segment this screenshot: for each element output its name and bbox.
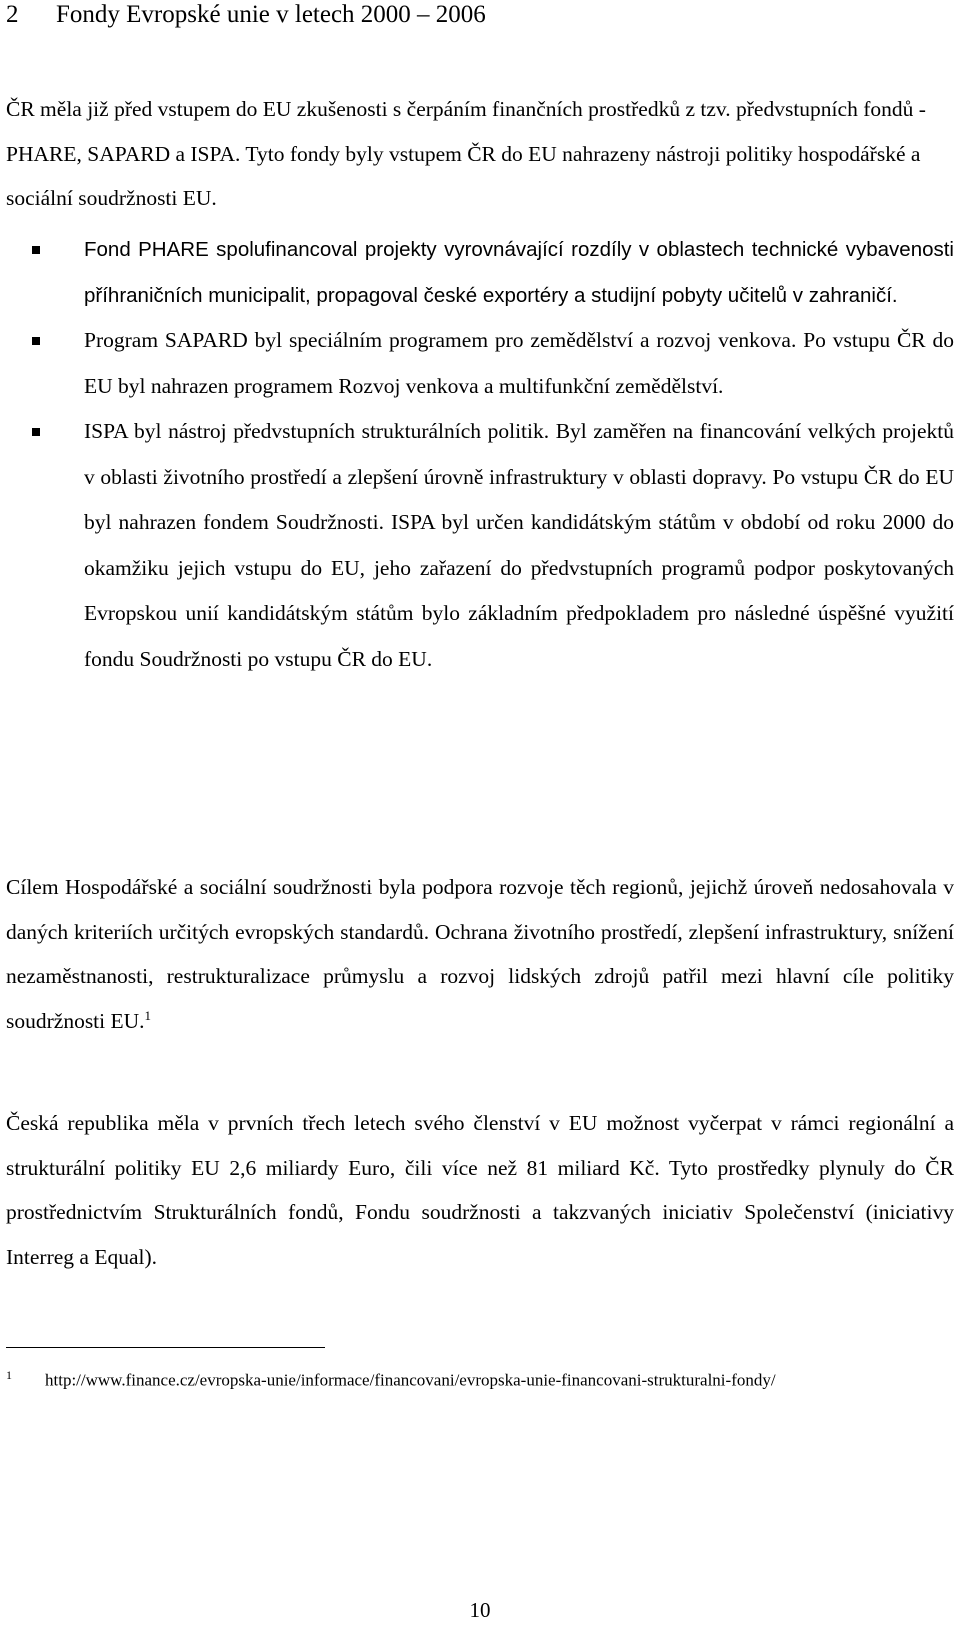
square-bullet-icon: [32, 428, 40, 436]
section-number: 2: [6, 1, 19, 28]
czech-republic-paragraph: Česká republika měla v prvních třech letech svého členství v EU možnost vyčerpat v rámci regionální a strukturální politiky EU 2,6 miliardy Euro, čili více než 81 miliard Kč. Tyto prostředky plynuly do ČR prostřednictvím Strukturálních fondů, Fondu soudržnosti a takzvaných iniciativ Společenství (iniciativy Interreg a Equal).: [6, 1111, 954, 1269]
section-heading: [6, 0, 486, 30]
footnote-reference[interactable]: 1: [144, 1007, 152, 1023]
square-bullet-icon: [32, 246, 40, 254]
list-item-text: Program SAPARD byl speciálním programem pro zemědělství a rozvoj venkova. Po vstupu ČR do EU byl nahrazen programem Rozvoj venkova a multifunkční zemědělství.: [84, 328, 954, 398]
footnote-link[interactable]: http://www.finance.cz/evropska-unie/informace/financovani/evropska-unie-financovani-strukturalni-fondy/: [45, 1370, 776, 1390]
page-number: 10: [469, 1598, 491, 1622]
list-item-phare: [84, 227, 954, 318]
list-item-ispa: [84, 409, 954, 682]
list-item-sapard: [84, 318, 954, 409]
footnote: [6, 1363, 946, 1393]
list-item-text: ISPA byl nástroj předvstupních strukturálních politik. Byl zaměřen na financování velkých projektů v oblasti životního prostředí a zlepšení úrovně infrastruktury v oblasti dopravy. Po vstupu ČR do EU byl nahrazen fondem Soudržnosti. ISPA byl určen kandidátským státům v období od roku 2000 do okamžiku jejich vstupu do EU, jeho zařazení do předvstupních programů podpor poskytovaných Evropskou unií kandidátským státům bylo základním předpokladem pro následné úspěšné využití fondu Soudržnosti po vstupu ČR do EU.: [84, 419, 954, 671]
square-bullet-icon: [32, 337, 40, 345]
footnote-number: 1: [6, 1368, 12, 1382]
list-item-text: Fond PHARE spolufinancoval projekty vyrovnávající rozdíly v oblastech technické vybavenosti příhraničních municipalit, propagoval české exportéry a studijní pobyty učitelů v zahraničí.: [84, 238, 954, 307]
footnote-divider: [6, 1347, 325, 1348]
section-title: Fondy Evropské unie v letech 2000 – 2006: [56, 1, 486, 28]
fund-list: [84, 227, 954, 682]
cohesion-text: Cílem Hospodářské a sociální soudržnosti byla podpora rozvoje těch regionů, jejichž úroveň nedosahovala v daných kriteriích určitých evropských standardů. Ochrana životního prostředí, zlepšení infrastruktury, snížení nezaměstnanosti, restrukturalizace průmyslu a rozvoj lidských zdrojů patřil mezi hlavní cíle politiky soudržnosti EU.: [6, 875, 954, 1033]
cohesion-paragraph: [6, 865, 954, 1043]
intro-paragraph: ČR měla již před vstupem do EU zkušenosti s čerpáním finančních prostředků z tzv. předvstupních fondů - PHARE, SAPARD a ISPA. Tyto fondy byly vstupem ČR do EU nahrazeny nástroji politiky hospodářské a sociální soudržnosti EU.: [6, 97, 926, 210]
